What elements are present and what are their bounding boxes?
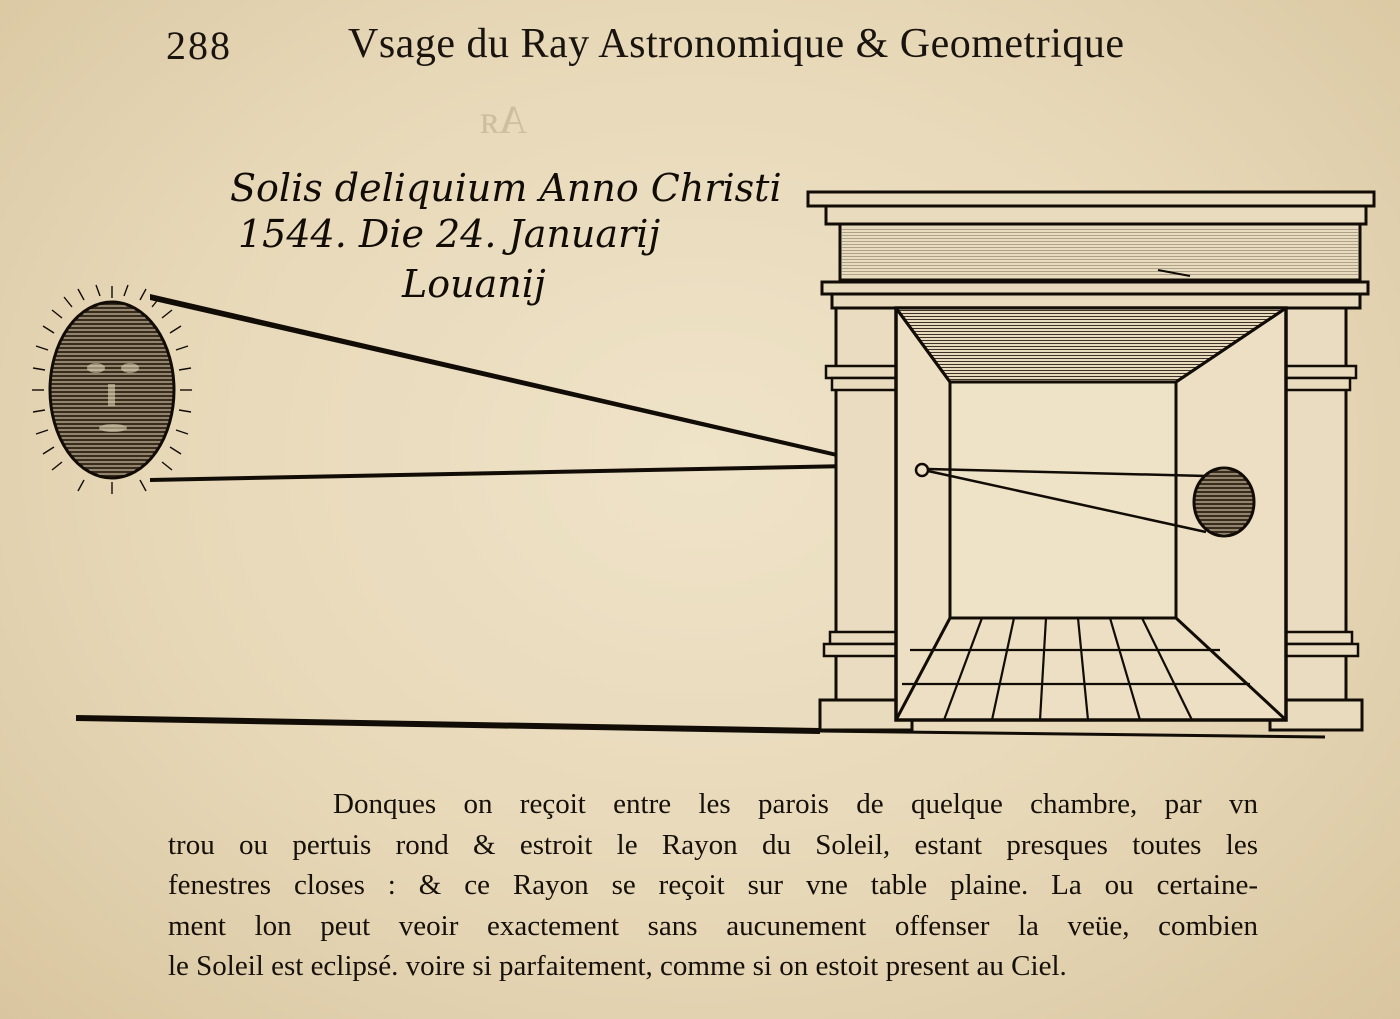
body-paragraph [168, 784, 1258, 987]
eclipsed-sun [32, 285, 192, 494]
dark-chamber [808, 192, 1374, 730]
body-line: ment lon peut veoir exactement sans aucunement offenser la veüe, combien [168, 909, 1258, 942]
light-rays [150, 294, 850, 482]
body-line: trou ou pertuis rond & estroit le Rayon du Soleil, estant presques toutes les [168, 828, 1258, 861]
figure-inscription-line-1: Solis deliquium Anno Christi [230, 166, 782, 210]
body-line: fenestres closes : & ce Rayon se reçoit sur vne table plaine. La ou certaine- [168, 869, 1258, 901]
figure-inscription-line-2: 1544. Die 24. Januarij [238, 212, 661, 256]
show-through-text: Aᴙ [480, 97, 528, 142]
projected-sun-image [1194, 468, 1254, 536]
running-head: Vsage du Ray Astronomique & Geometrique [348, 21, 1125, 67]
body-line: Donques on reçoit entre les parois de quelque chambre, par vn [333, 788, 1258, 820]
body-line: le Soleil est eclipsé. voire si parfaitement, comme si on estoit present au Ciel. [168, 950, 1067, 982]
figure-inscription-line-3: Louanij [402, 262, 546, 306]
page-number: 288 [166, 23, 232, 68]
